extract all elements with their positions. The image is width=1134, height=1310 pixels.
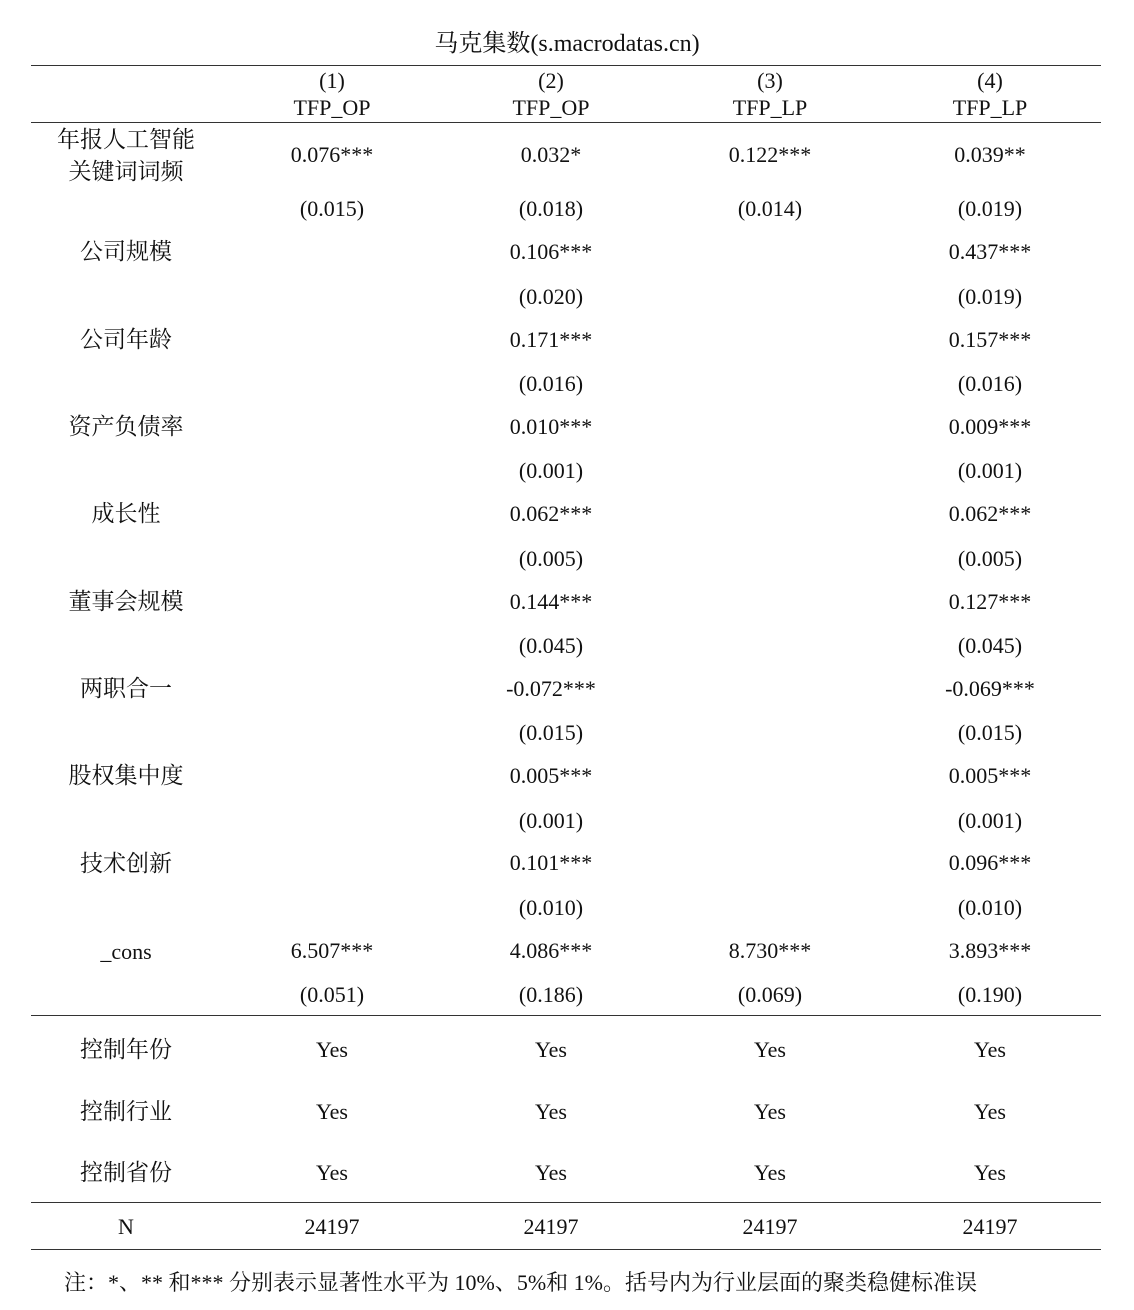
standard-error: (0.018) [518, 196, 584, 221]
row-label: _cons [100, 939, 152, 964]
control-value: Yes [315, 1160, 348, 1185]
coefficient: 0.437*** [948, 239, 1032, 264]
control-value: Yes [534, 1037, 567, 1062]
table-title: 马克集数(s.macrodatas.cn) [434, 31, 700, 57]
coefficient: 8.730*** [728, 938, 812, 963]
dependent-variable: TFP_LP [952, 95, 1028, 120]
standard-error: (0.001) [518, 808, 584, 833]
coefficient: 0.009*** [948, 414, 1032, 439]
row-label: 成长性 [91, 501, 161, 526]
coefficient: 0.171*** [509, 327, 593, 352]
coefficient: 0.127*** [948, 589, 1032, 614]
standard-error: (0.020) [518, 284, 584, 309]
coefficient: -0.072*** [506, 676, 596, 701]
standard-error: (0.014) [737, 196, 803, 221]
standard-error: (0.190) [957, 982, 1023, 1007]
coefficient: 0.032* [520, 142, 582, 167]
dependent-variable: TFP_OP [293, 95, 371, 120]
top-rule [31, 65, 1101, 66]
row-label: 公司规模 [80, 239, 172, 264]
coefficient: 0.010*** [509, 414, 593, 439]
controls-rule [31, 1015, 1101, 1016]
row-label: 公司年龄 [80, 327, 172, 352]
standard-error: (0.015) [957, 720, 1023, 745]
coefficient: 0.106*** [509, 239, 593, 264]
coefficient: 0.144*** [509, 589, 593, 614]
observations-value: 24197 [962, 1214, 1018, 1239]
standard-error: (0.015) [518, 720, 584, 745]
coefficient: 0.122*** [728, 142, 812, 167]
coefficient: 0.005*** [948, 763, 1032, 788]
coefficient: -0.069*** [945, 676, 1035, 701]
standard-error: (0.005) [957, 546, 1023, 571]
coefficient: 0.101*** [509, 850, 593, 875]
observations-label: N [118, 1214, 134, 1239]
standard-error: (0.019) [957, 196, 1023, 221]
column-number: (4) [977, 68, 1003, 93]
coefficient: 4.086*** [509, 938, 593, 963]
standard-error: (0.016) [957, 371, 1023, 396]
standard-error: (0.010) [957, 895, 1023, 920]
coefficient: 0.005*** [509, 763, 593, 788]
header-rule [31, 122, 1101, 123]
observations-value: 24197 [742, 1214, 798, 1239]
observations-value: 24197 [304, 1214, 360, 1239]
control-value: Yes [973, 1099, 1006, 1124]
column-number: (2) [538, 68, 564, 93]
coefficient: 6.507*** [290, 938, 374, 963]
standard-error: (0.051) [299, 982, 365, 1007]
standard-error: (0.045) [957, 633, 1023, 658]
control-value: Yes [534, 1160, 567, 1185]
bottom-rule [31, 1249, 1101, 1250]
row-label: 资产负债率 [68, 414, 184, 439]
row-label: 年报人工智能 [57, 127, 195, 152]
standard-error: (0.069) [737, 982, 803, 1007]
n-rule [31, 1202, 1101, 1203]
observations-value: 24197 [523, 1214, 579, 1239]
row-label: 股权集中度 [68, 763, 184, 788]
standard-error: (0.186) [518, 982, 584, 1007]
coefficient: 0.062*** [948, 501, 1032, 526]
control-label: 控制年份 [80, 1037, 172, 1062]
standard-error: (0.045) [518, 633, 584, 658]
table-note: 注：*、** 和*** 分别表示显著性水平为 10%、5%和 1%。括号内为行业层面的聚类稳健标准误 [64, 1270, 977, 1295]
coefficient: 0.039** [954, 142, 1026, 167]
control-value: Yes [973, 1160, 1006, 1185]
row-label: 技术创新 [80, 851, 172, 876]
column-number: (3) [757, 68, 783, 93]
standard-error: (0.001) [957, 808, 1023, 833]
control-label: 控制省份 [80, 1160, 172, 1185]
standard-error: (0.001) [957, 458, 1023, 483]
coefficient: 0.157*** [948, 327, 1032, 352]
standard-error: (0.005) [518, 546, 584, 571]
control-value: Yes [315, 1099, 348, 1124]
control-value: Yes [753, 1037, 786, 1062]
control-value: Yes [973, 1037, 1006, 1062]
row-label: 董事会规模 [68, 589, 184, 614]
dependent-variable: TFP_LP [732, 95, 808, 120]
dependent-variable: TFP_OP [512, 95, 590, 120]
control-label: 控制行业 [80, 1099, 172, 1124]
control-value: Yes [753, 1160, 786, 1185]
row-label: 两职合一 [80, 676, 172, 701]
control-value: Yes [534, 1099, 567, 1124]
standard-error: (0.001) [518, 458, 584, 483]
coefficient: 0.076*** [290, 142, 374, 167]
column-number: (1) [319, 68, 345, 93]
standard-error: (0.019) [957, 284, 1023, 309]
standard-error: (0.015) [299, 196, 365, 221]
control-value: Yes [315, 1037, 348, 1062]
control-value: Yes [753, 1099, 786, 1124]
coefficient: 0.062*** [509, 501, 593, 526]
row-label: 关键词词频 [68, 159, 184, 184]
coefficient: 3.893*** [948, 938, 1032, 963]
coefficient: 0.096*** [948, 850, 1032, 875]
standard-error: (0.010) [518, 895, 584, 920]
standard-error: (0.016) [518, 371, 584, 396]
